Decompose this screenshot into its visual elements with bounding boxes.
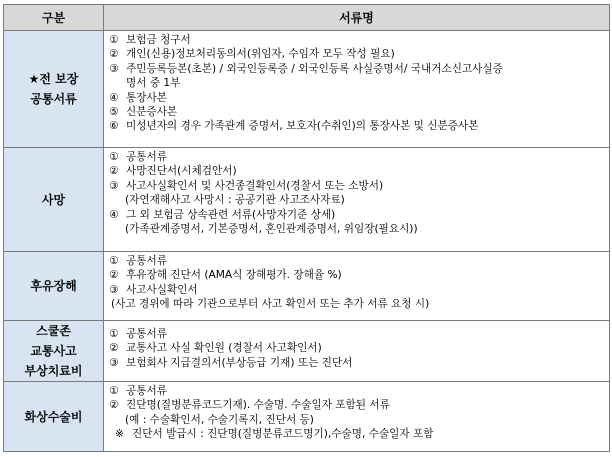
- document-line-continuation: [109, 193, 607, 207]
- item-text: (예 : 수술확인서, 수술기록지, 진단서 등): [125, 413, 314, 426]
- category-label: 부상치료비: [24, 364, 83, 378]
- item-text: 진단서 발급시 : 진단명(질병분류코드명기),수술명, 수술일자 포함: [132, 428, 434, 441]
- category-cell: [4, 321, 104, 382]
- item-text: (사고 경위에 따라 기관으로부터 사고 확인서 또는 추가 서류 요청 시): [111, 298, 430, 311]
- document-line: [109, 356, 607, 370]
- item-text: 교통사고 사실 확인원 (경찰서 사고확인서): [126, 342, 322, 355]
- item-number: ③: [109, 283, 119, 296]
- item-text: 진단명(질병분류코드기재). 수술명. 수술일자 포함된 서류: [126, 399, 390, 412]
- item-text: 사고사실확인서: [126, 283, 198, 296]
- table-row: [4, 252, 610, 321]
- documents-cell: [104, 252, 610, 321]
- item-number: ①: [109, 328, 119, 340]
- item-number: ⑥: [109, 120, 119, 133]
- document-line: [109, 179, 607, 193]
- item-text: 공통서류: [126, 385, 167, 397]
- item-number: ②: [109, 48, 119, 61]
- category-cell: [4, 252, 104, 321]
- document-line: [109, 283, 607, 297]
- category-cell: [4, 31, 104, 148]
- document-line: [109, 254, 607, 268]
- category-label: 스쿨존: [36, 324, 71, 338]
- item-number: ②: [109, 165, 119, 178]
- table-row: [4, 321, 610, 382]
- document-line: [109, 164, 607, 178]
- item-text: 주민등록등본(초본) / 외국인등록증 / 외국인등록 사실증명서/ 국내거소신고사실증: [126, 62, 503, 75]
- document-line-continuation: [109, 76, 607, 90]
- item-number: ②: [109, 342, 119, 355]
- table-header-row: [4, 5, 610, 31]
- item-number: ④: [109, 208, 119, 221]
- document-line: [109, 33, 607, 47]
- category-label: ★전 보장: [28, 72, 79, 86]
- document-line: [109, 62, 607, 76]
- item-text: 미성년자의 경우 가족관계 증명서, 보호자(수취인)의 통장사본 및 신분증사본: [126, 120, 479, 133]
- item-number: ④: [109, 91, 119, 104]
- table-row: [4, 31, 610, 148]
- document-line: [109, 105, 607, 119]
- item-number: ①: [109, 34, 119, 46]
- document-line: [109, 398, 607, 412]
- item-text: 신분증사본: [126, 106, 178, 119]
- item-number: ③: [109, 179, 119, 192]
- item-text: 공통서류: [126, 255, 167, 267]
- document-line: [109, 384, 607, 398]
- table-row: [4, 148, 610, 252]
- item-number: ①: [109, 385, 119, 397]
- item-text: 보험금 청구서: [126, 34, 191, 46]
- documents-cell: [104, 321, 610, 382]
- document-line: [109, 91, 607, 105]
- item-text: 개인(신용)정보처리동의서(위임자, 수임자 모두 작성 필요): [126, 48, 395, 61]
- category-label: 화상수술비: [24, 409, 83, 424]
- item-number: ②: [109, 399, 119, 412]
- item-number: ③: [109, 356, 119, 369]
- document-line: [109, 327, 607, 341]
- item-number: ①: [109, 255, 119, 267]
- item-text: 사망진단서(시체검안서): [126, 165, 237, 178]
- item-text: 보험회사 지급결의서(부상등급 기재) 또는 진단서: [126, 356, 353, 369]
- item-text: (자연재해사고 사망시 : 공공기관 사고조사자료): [125, 194, 345, 207]
- item-number: ③: [109, 62, 119, 75]
- category-label: 공통서류: [30, 92, 77, 106]
- item-text: 명서 중 1부: [126, 77, 181, 90]
- table-row: [4, 382, 610, 452]
- document-line: [109, 150, 607, 164]
- item-text: 후유장해 진단서 (AMA식 장해평가. 장해율 %): [126, 269, 342, 282]
- item-number: ②: [109, 269, 119, 282]
- document-line: [109, 119, 607, 133]
- header-category: 구분: [4, 5, 104, 31]
- document-line: [109, 208, 607, 222]
- item-text: 공통서류: [126, 151, 167, 163]
- document-line: [109, 341, 607, 355]
- item-text: 그 외 보험금 상속관련 서류(사망자기준 상세): [126, 208, 336, 221]
- category-cell: [4, 148, 104, 252]
- item-text: 공통서류: [126, 328, 167, 340]
- documents-cell: [104, 31, 610, 148]
- document-line-continuation: [109, 222, 607, 236]
- documents-cell: [104, 382, 610, 452]
- documents-cell: [104, 148, 610, 252]
- required-documents-table: [3, 4, 610, 452]
- header-documents: 서류명: [104, 5, 610, 31]
- note-mark: ※: [115, 428, 124, 441]
- item-text: (가족관계증명서, 기본증명서, 혼인관계증명서, 위임장(필요시)): [125, 223, 418, 236]
- document-note: [109, 427, 607, 441]
- item-number: ⑤: [109, 106, 119, 119]
- category-cell: [4, 382, 104, 452]
- document-line-continuation: [109, 413, 607, 427]
- document-line-continuation: [109, 297, 607, 311]
- category-label: 사망: [41, 192, 66, 207]
- item-text: 사고사실확인서 및 사건종결확인서(경찰서 또는 소방서): [126, 179, 384, 192]
- category-label: 후유장해: [30, 279, 77, 293]
- item-text: 통장사본: [126, 91, 167, 104]
- category-label: 교통사고: [30, 344, 77, 358]
- item-number: ①: [109, 151, 119, 163]
- document-line: [109, 47, 607, 61]
- document-line: [109, 268, 607, 282]
